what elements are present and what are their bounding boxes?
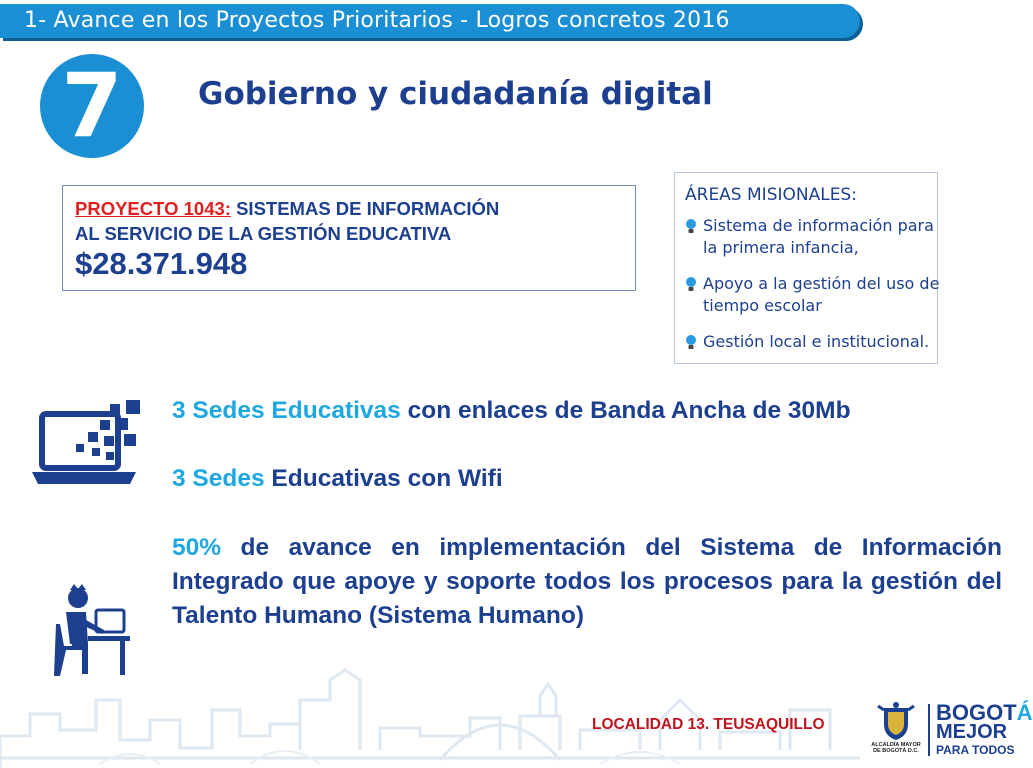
areas-title: ÁREAS MISIONALES:: [685, 185, 857, 205]
project-name-line2: AL SERVICIO DE LA GESTIÓN EDUCATIVA: [75, 223, 452, 244]
bogota-logo-line2: MEJOR: [936, 721, 1008, 743]
lightbulb-icon: [685, 218, 697, 234]
stat-hr-highlight: 50%: [172, 534, 222, 561]
project-box: [62, 185, 636, 291]
areas-box: [674, 172, 938, 364]
government-logo-text: [868, 742, 924, 754]
government-logo: [868, 700, 924, 764]
stat-broadband-highlight: 3 Sedes Educativas: [172, 397, 401, 424]
logo-separator: [928, 704, 930, 756]
coat-of-arms-icon: [868, 700, 924, 742]
section-number-badge: [40, 54, 144, 158]
areas-item-text: Gestión local e institucional.: [703, 332, 930, 351]
stat-wifi-text: Educativas con Wifi: [264, 465, 503, 492]
project-code: PROYECTO 1043:: [75, 198, 231, 219]
lightbulb-icon: [685, 334, 697, 350]
stat-hr-text: de avance en implementación del Sistema de Información Integrado que apoye y soporte todos los procesos para la gestión del Talento Humano (Sistema Humano): [172, 534, 1002, 629]
header-bar: [0, 4, 860, 38]
lightbulb-icon: [685, 276, 697, 292]
stat-broadband: [172, 394, 1002, 428]
project-name-line1: [75, 198, 499, 220]
laptop-pixels-icon: [30, 396, 152, 492]
stat-hr-system: [172, 531, 1002, 633]
stat-wifi: [172, 462, 1002, 496]
locality-label: LOCALIDAD 13. TEUSAQUILLO: [592, 716, 825, 733]
areas-item-text: Sistema de información para la primera infancia,: [703, 216, 934, 257]
bogota-logo-word: BOGOT: [936, 700, 1017, 725]
project-amount: $28.371.948: [75, 246, 248, 281]
section-title: Gobierno y ciudadanía digital: [198, 76, 713, 112]
section-number: 7: [61, 54, 123, 157]
bogota-logo-accent: Á: [1016, 700, 1033, 725]
government-logo-line2: DE BOGOTÁ D.C.: [873, 748, 919, 754]
government-logo-line1: ALCALDÍA MAYOR: [871, 742, 921, 748]
project-name-part1: SISTEMAS DE INFORMACIÓN: [236, 198, 500, 219]
stat-broadband-text: con enlaces de Banda Ancha de 30Mb: [400, 397, 851, 424]
header-title: 1- Avance en los Proyectos Prioritarios - Logros concretos 2016: [24, 8, 730, 33]
bogota-logo-line3: PARA TODOS: [936, 743, 1015, 757]
areas-item-text: Apoyo a la gestión del uso de tiempo escolar: [703, 274, 940, 315]
bogota-mejor-logo: [936, 700, 1033, 762]
stat-wifi-highlight: 3 Sedes: [172, 465, 265, 492]
